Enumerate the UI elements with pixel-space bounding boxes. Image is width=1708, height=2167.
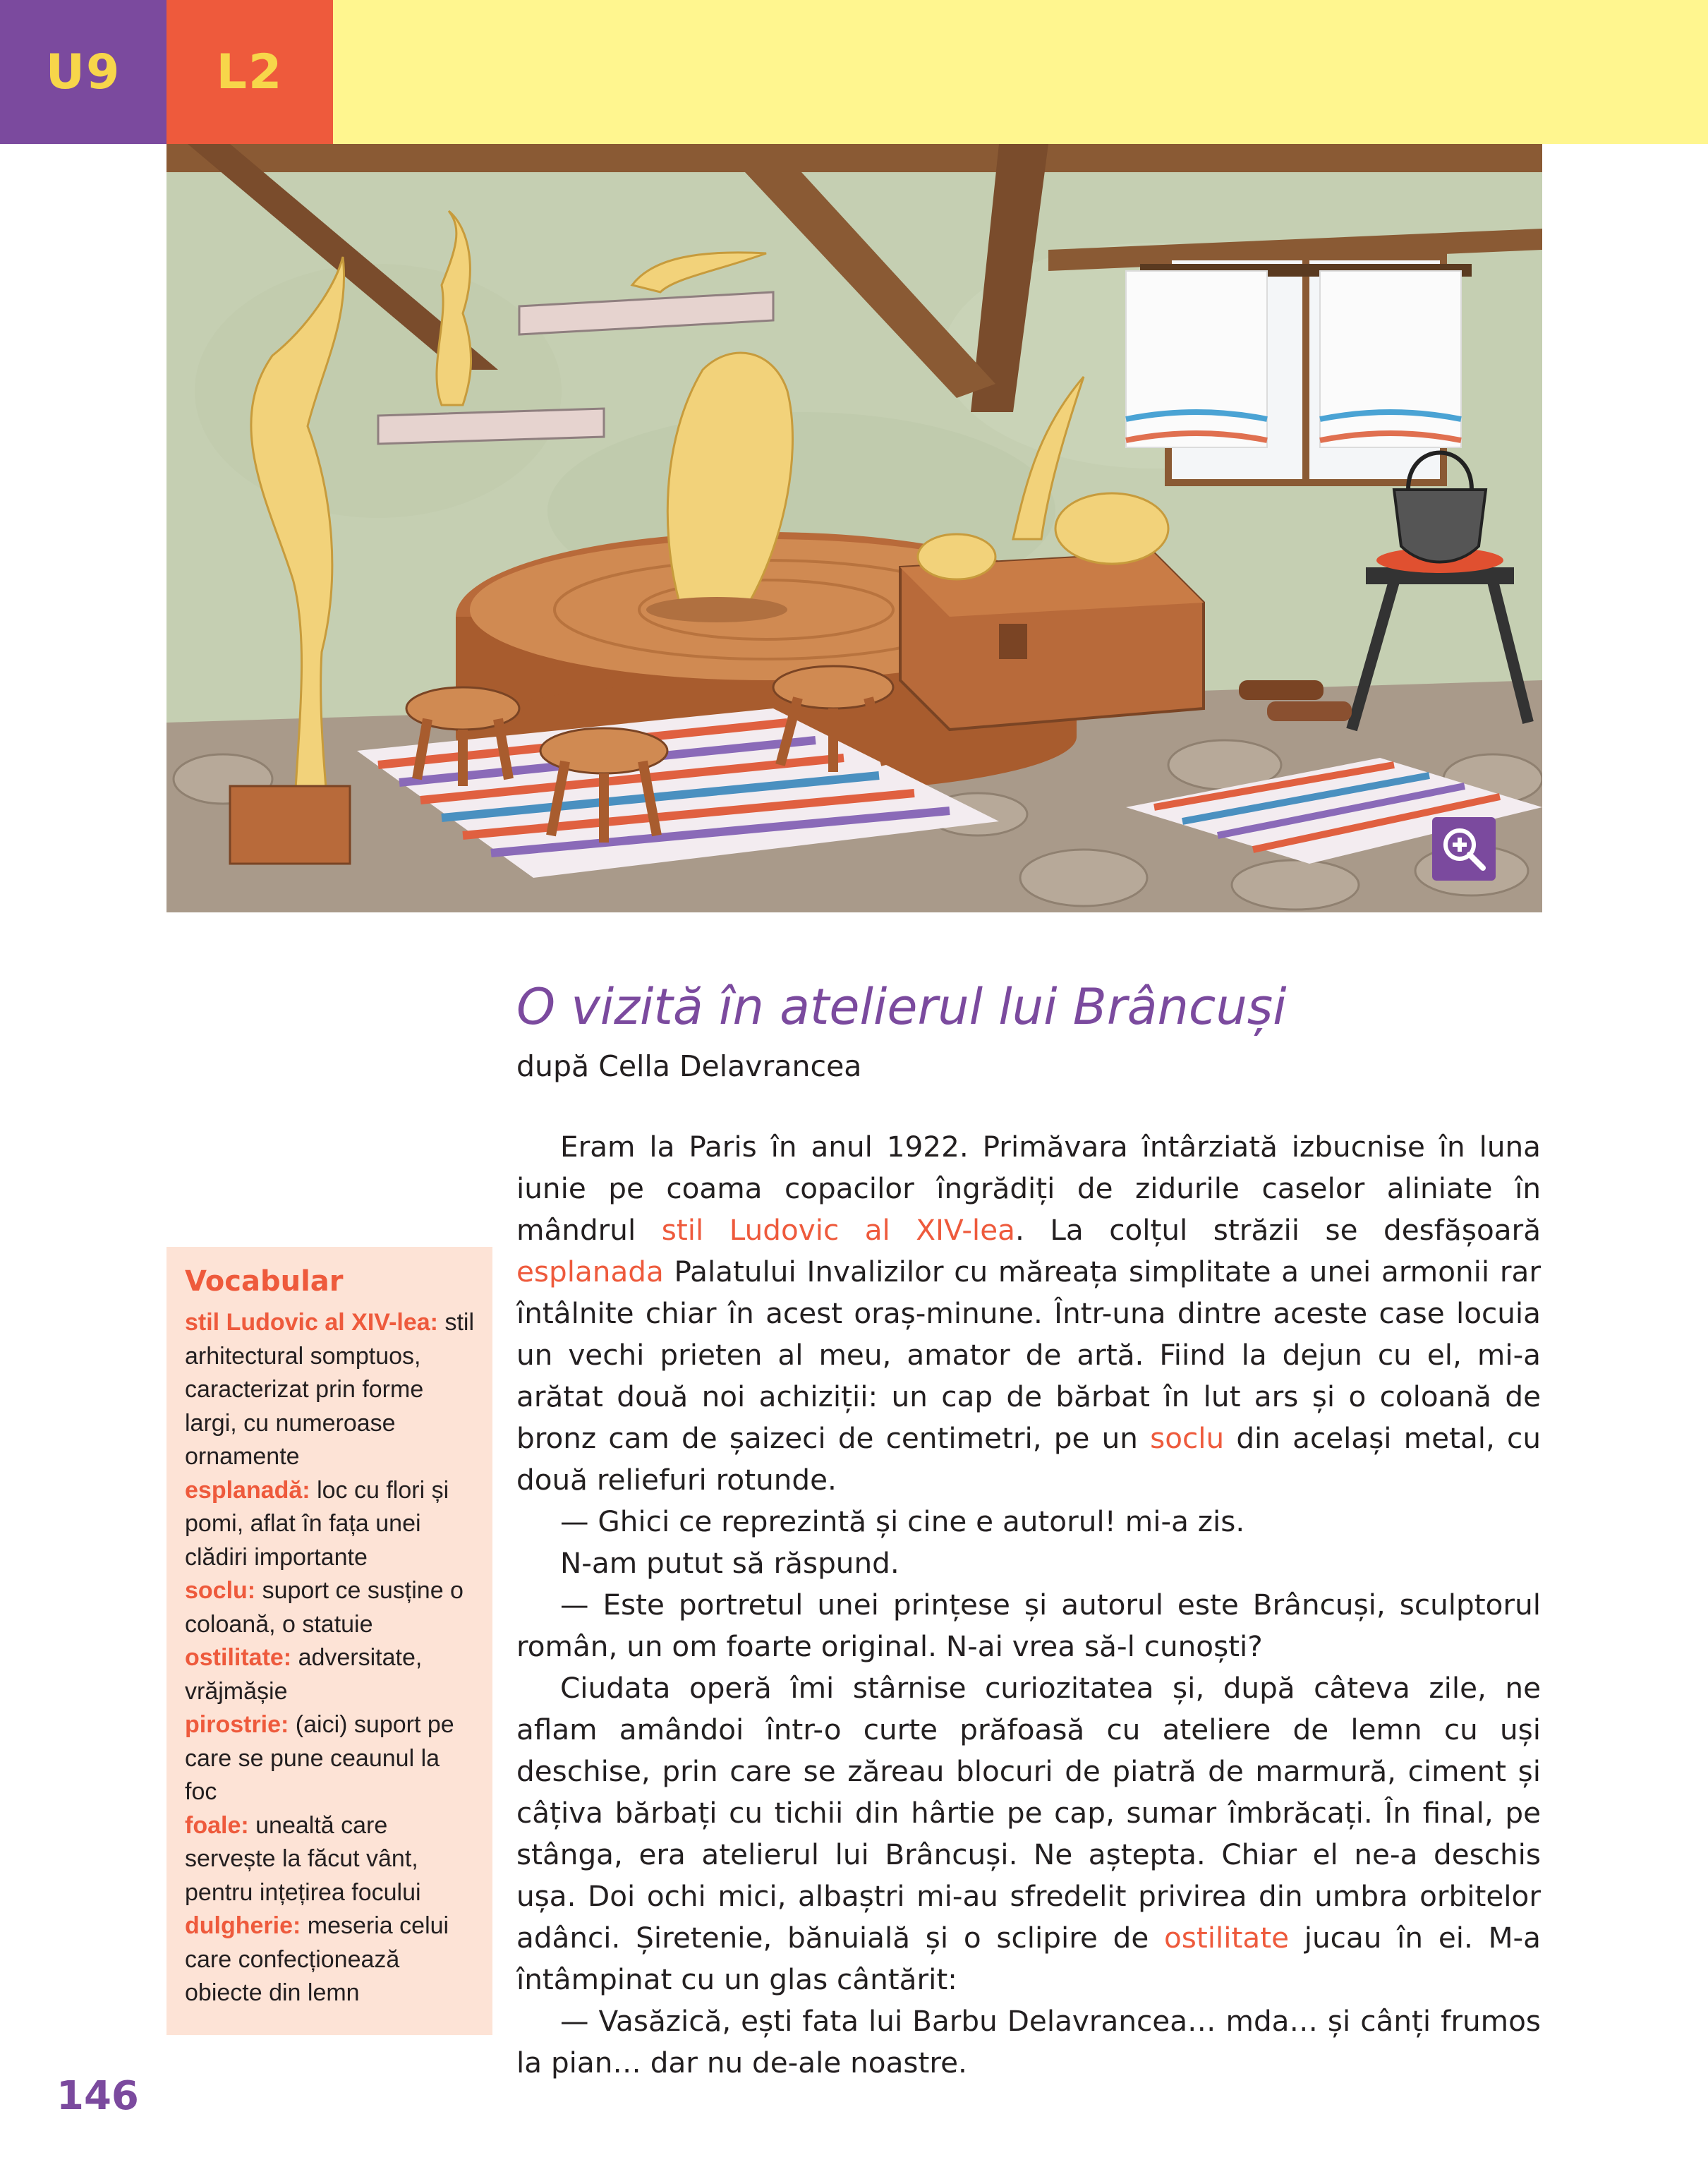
vocabulary-term: dulgherie: — [185, 1912, 301, 1939]
vocabulary-term: soclu: — [185, 1577, 256, 1604]
atelier-scene-image — [166, 144, 1542, 912]
vocabulary-entry — [185, 1474, 476, 1575]
vocabulary-term: esplanadă: — [185, 1476, 310, 1504]
vocabulary-entry — [185, 1909, 476, 2010]
paragraph-3: N-am putut să răspund. — [560, 1546, 900, 1580]
vocabulary-definition: unealtă care servește la făcut vânt, pentru ințețirea focului — [185, 1811, 421, 1906]
vocab-term-link: soclu — [1150, 1421, 1225, 1455]
article-body — [516, 1126, 1541, 2084]
vocabulary-entry — [185, 1708, 476, 1809]
paragraph-text: din același metal, cu două reliefuri rotunde. — [516, 1421, 1541, 1497]
vocabulary-entry — [185, 1809, 476, 1910]
vocab-term-link: ostilitate — [1164, 1921, 1290, 1955]
zoom-in-button[interactable] — [1432, 817, 1496, 881]
vocabulary-definition: stil arhitectural somptuos, caracterizat prin forme largi, cu numeroase ornamente — [185, 1309, 474, 1470]
article-title: O vizită în atelierul lui Brâncuși — [516, 978, 1287, 1036]
paragraph-text: Palatului Invalizilor cu măreața simplitate a unei armonii rar întâlnite chiar în acest oraș-minune. Într-una dintre aceste case locuia un vechi prieten al meu, amator de artă. Fiind la dejun cu el, mi-a arătat două noi achiziții: un cap de bărbat în lut ars și o coloană de bronz cam de șaizeci de centimetri, pe un — [516, 1255, 1541, 1455]
unit-tab — [0, 0, 166, 144]
vocabulary-term: ostilitate: — [185, 1644, 292, 1671]
atelier-illustration — [166, 144, 1542, 912]
lesson-label: L2 — [216, 44, 284, 100]
vocabulary-term: stil Ludovic al XIV-lea: — [185, 1309, 438, 1336]
vocab-term-link: stil Ludovic al XIV-lea — [661, 1213, 1015, 1247]
paragraph-5 — [516, 1667, 1541, 2000]
paragraph-1 — [516, 1126, 1541, 1501]
paragraph-6: — Vasăzică, ești fata lui Barbu Delavrancea… mda… și cânți frumos la pian… dar nu de-ale noastre. — [516, 2004, 1541, 2080]
vocabulary-term: pirostrie: — [185, 1711, 289, 1738]
header-band — [333, 0, 1708, 144]
vocabulary-definition: loc cu flori și pomi, aflat în fața unei clădiri importante — [185, 1476, 449, 1571]
vocabulary-entry — [185, 1641, 476, 1708]
vocabulary-definition: (aici) suport pe care se pune ceaunul la foc — [185, 1711, 454, 1805]
page-number: 146 — [56, 2073, 139, 2119]
paragraph-text: Ciudata operă îmi stârnise curiozitatea și, după câteva zile, ne aflam amândoi într-o curte prăfoasă cu ateliere de lemn cu uși deschise, prin care se zăreau blocuri de piatră de marmură, ciment și câțiva bărbați cu tichii din hârtie pe cap, sumar îmbrăcați. În final, pe stânga, era atelierul lui Brâncuși. Ne aștepta. Chiar el ne-a deschis ușa. Doi ochi mici, albaștri mi-au sfredelit privirea din umbra orbitelor adânci. Șiretenie, bănuială și o sclipire de — [516, 1671, 1541, 1955]
vocabulary-definition: meseria celui care confecționează obiecte din lemn — [185, 1912, 449, 2006]
paragraph-4: — Este portretul unei prințese și autorul este Brâncuși, sculptorul român, un om foarte original. N-ai vrea să-l cunoști? — [516, 1588, 1541, 1663]
paragraph-text: Eram la Paris în anul 1922. Primăvara întârziată izbucnise în luna iunie pe coama copacilor îngrădiți de zidurile caselor aliniate în mândrul — [516, 1130, 1541, 1247]
paragraph-text: . La colțul străzii se desfășoară — [1014, 1213, 1542, 1247]
vocabulary-entry — [185, 1306, 476, 1474]
vocabulary-entry — [185, 1574, 476, 1641]
vocabulary-definition: adversitate, vrăjmășie — [185, 1644, 423, 1705]
vocabulary-box — [166, 1247, 492, 2035]
lesson-tab — [166, 0, 333, 144]
zoom-in-icon — [1439, 824, 1489, 874]
paragraph-2: — Ghici ce reprezintă și cine e autorul! mi-a zis. — [560, 1504, 1245, 1538]
unit-label: U9 — [45, 44, 121, 100]
article-author: după Cella Delavrancea — [516, 1049, 862, 1083]
vocabulary-term: foale: — [185, 1811, 249, 1839]
vocab-term-link: esplanada — [516, 1255, 664, 1288]
vocabulary-definition: suport ce susține o coloană, o statuie — [185, 1577, 464, 1638]
vocabulary-title: Vocabular — [185, 1265, 344, 1298]
paragraph-text: jucau în ei. M-a întâmpinat cu un glas cântărit: — [516, 1921, 1541, 1996]
